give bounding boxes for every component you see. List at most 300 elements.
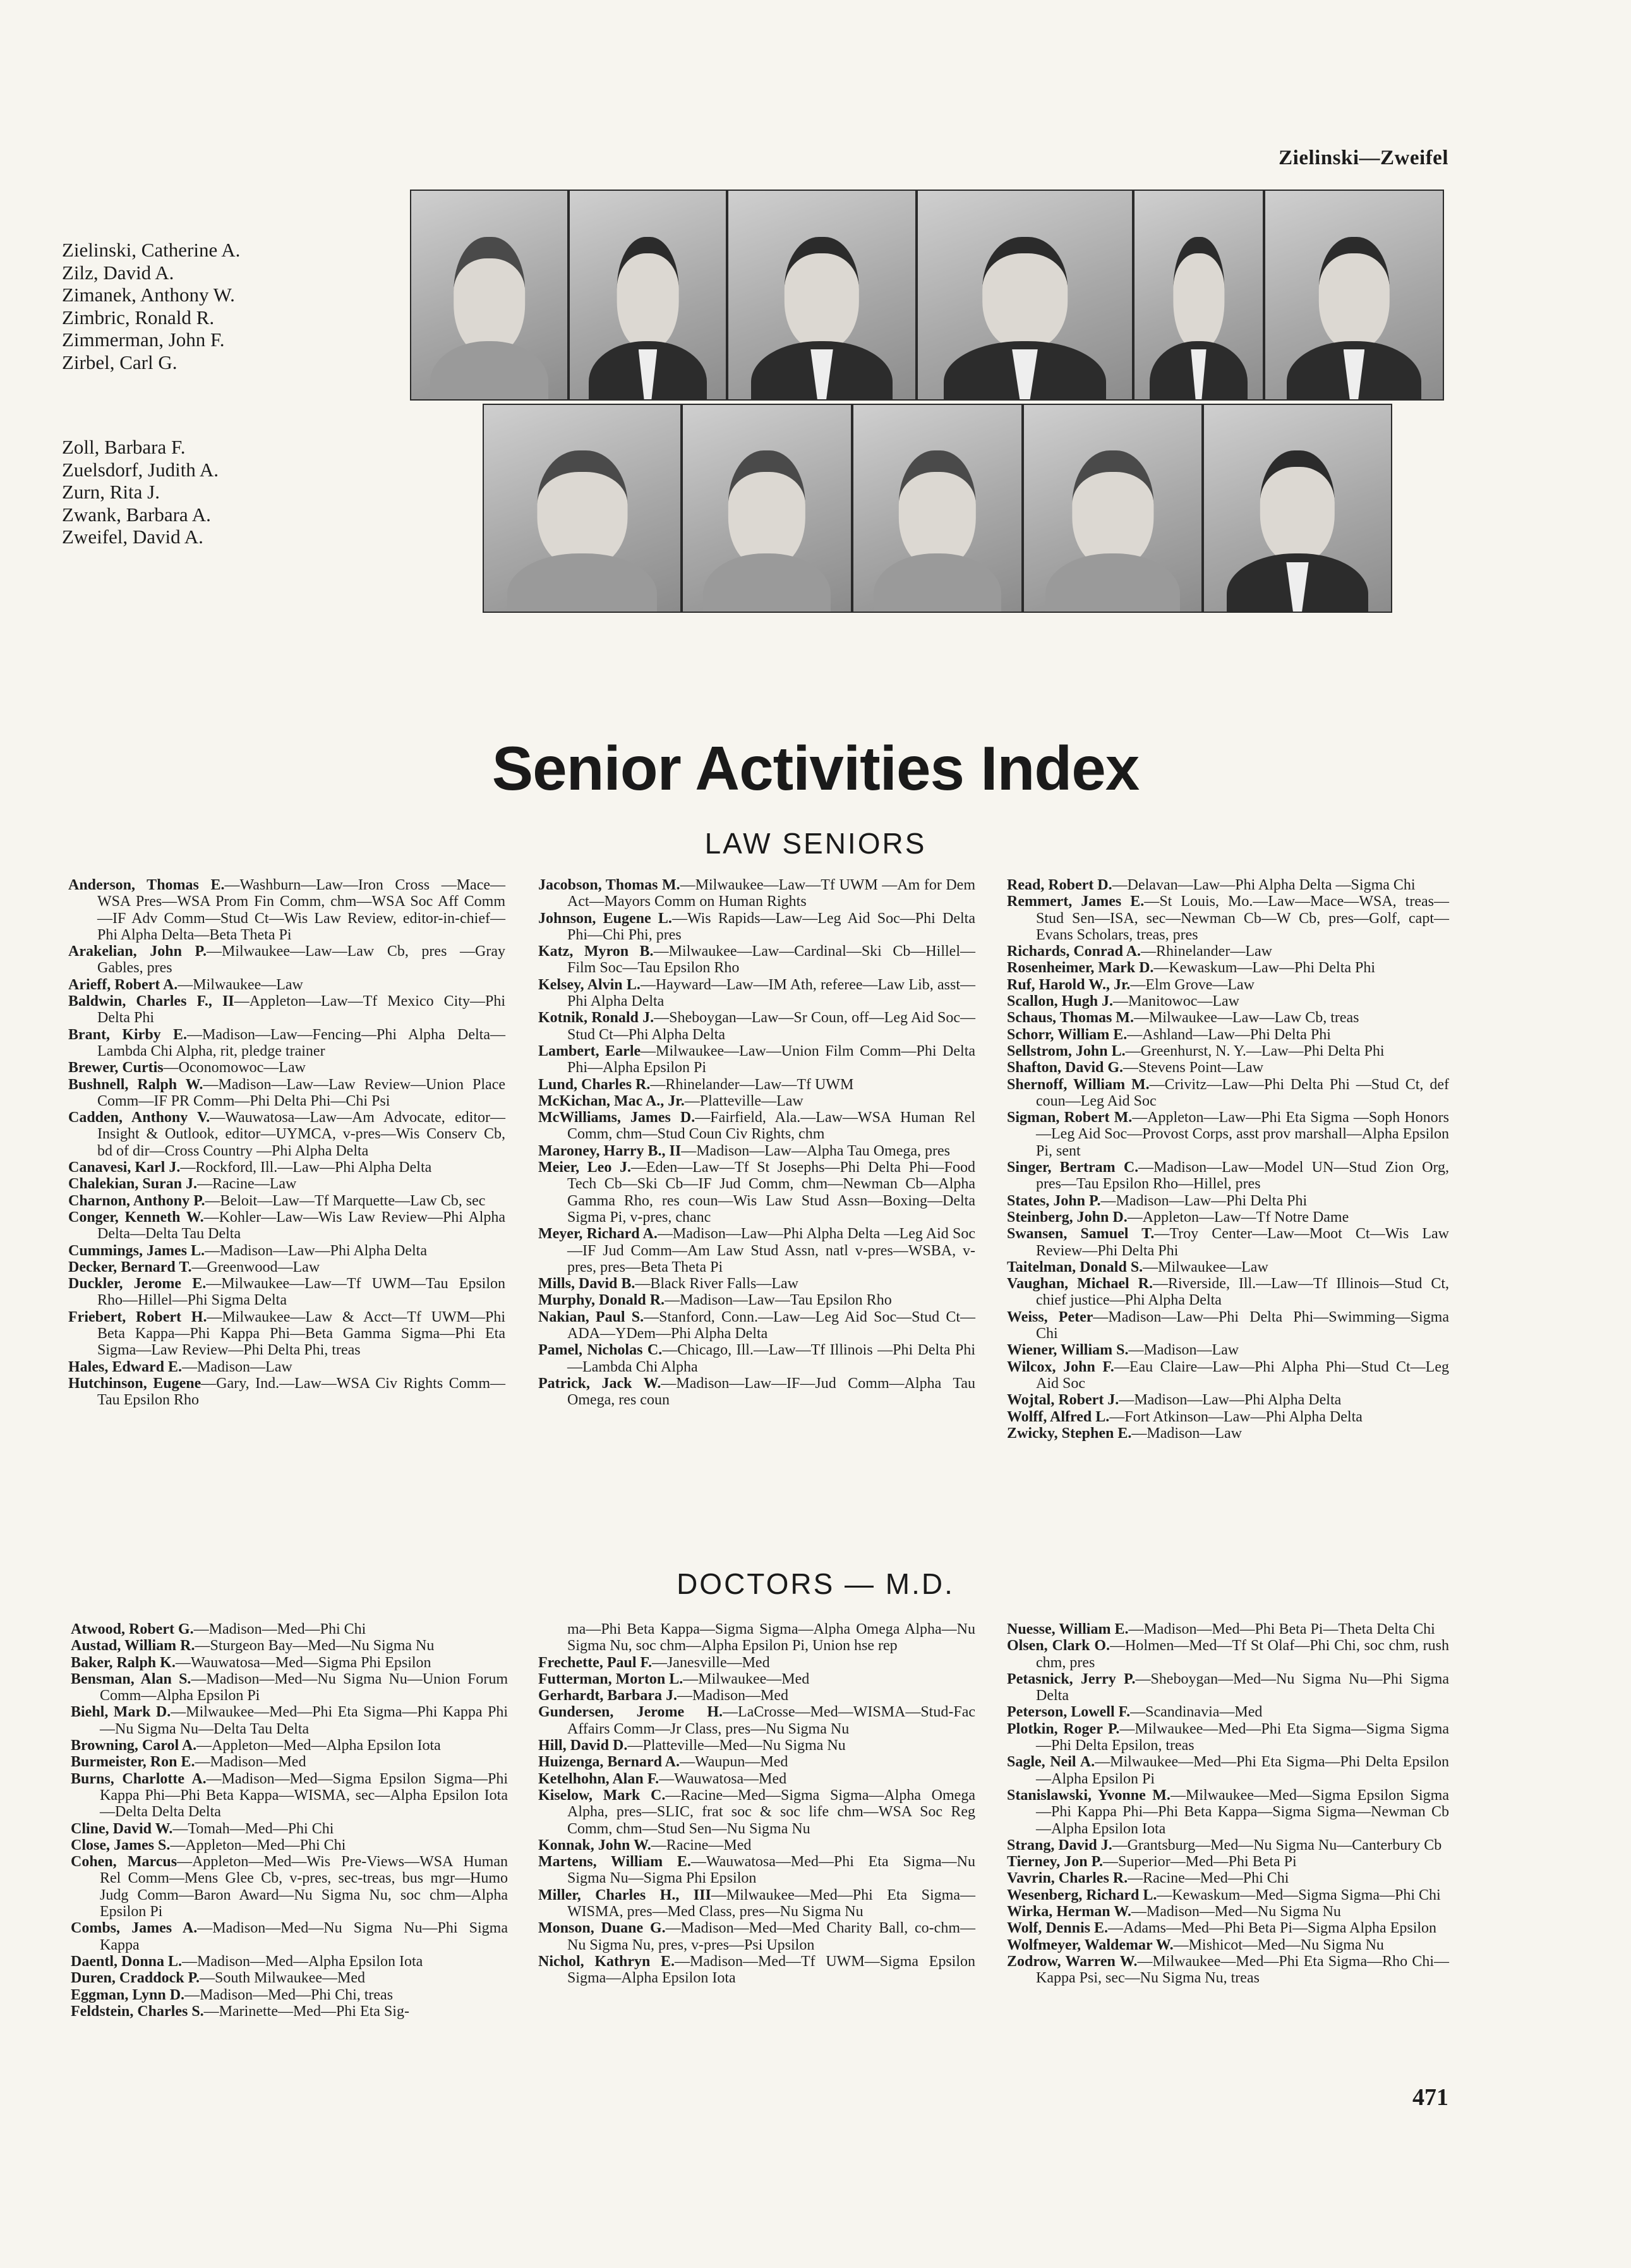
index-entry	[68, 1375, 505, 1409]
index-entry	[538, 1010, 975, 1043]
entry-name: Petasnick, Jerry P.	[1007, 1670, 1136, 1687]
index-entry	[538, 910, 975, 944]
entry-activities: —Superior—Med—Phi Beta Pi	[1103, 1854, 1297, 1871]
index-entry	[71, 1854, 508, 1920]
portrait-photo-3	[727, 190, 917, 401]
portrait-name: Zurn, Rita J.	[62, 481, 160, 503]
index-entry	[1007, 1209, 1449, 1226]
index-entry	[71, 1970, 508, 1986]
entry-activities: —Milwaukee—Med—Phi Eta Sigma—Rho Chi—Kappa Psi, sec—Nu Sigma Nu, treas	[1036, 1953, 1449, 1987]
entry-name: Feldstein, Charles S.	[71, 2003, 204, 2020]
entry-name: Canavesi, Karl J.	[68, 1159, 181, 1176]
index-entry	[68, 877, 505, 943]
entry-activities: —Milwaukee—Law	[1143, 1258, 1268, 1276]
index-entry	[68, 1209, 505, 1243]
index-entry	[71, 1754, 508, 1770]
entry-name: Huizenga, Bernard A.	[538, 1754, 680, 1771]
entry-activities: —Madison—Law—Model UN—Stud Zion Org, pres—Tau Epsilon Rho—Hillel, pres	[1036, 1159, 1450, 1193]
doctors-column-3	[1007, 1621, 1449, 1987]
entry-name: Kotnik, Ronald J.	[538, 1010, 654, 1027]
entry-activities: —Rhinelander—Law—Tf UWM	[650, 1076, 854, 1093]
entry-activities: —Fairfield, Ala.—Law—WSA Human Rel Comm, chm—Stud Coun Civ Rights, chm	[567, 1109, 975, 1143]
entry-activities: —Wauwatosa—Med	[659, 1770, 787, 1787]
entry-name: Plotkin, Roger P.	[1007, 1720, 1120, 1737]
index-entry	[538, 1704, 975, 1737]
entry-activities: —Sheboygan—Law—Sr Coun, off—Leg Aid Soc—Stud Ct—Phi Alpha Delta	[567, 1010, 976, 1043]
entry-activities: —Sheboygan—Med—Nu Sigma Nu—Phi Sigma Delta	[1036, 1670, 1450, 1704]
entry-name: Pamel, Nicholas C.	[538, 1342, 663, 1359]
portrait-name: Zielinski, Catherine A.	[62, 239, 241, 261]
entry-name: Miller, Charles H., III	[538, 1886, 711, 1903]
entry-activities: —LaCrosse—Med—WISMA—Stud-Fac Affairs Comm—Jr Class, pres—Nu Sigma Nu	[567, 1704, 975, 1737]
entry-activities: —Milwaukee—Law—Law Cb, pres —Gray Gables, pres	[97, 943, 505, 977]
entry-activities: —Madison—Law—Law Review—Union Place Comm—IF PR Comm—Phi Delta Phi—Chi Psi	[97, 1076, 506, 1109]
entry-name: Brewer, Curtis	[68, 1059, 164, 1077]
entry-activities: —Fort Atkinson—Law—Phi Alpha Delta	[1109, 1408, 1363, 1425]
index-entry	[1007, 1359, 1449, 1392]
entry-name: Sagle, Neil A.	[1007, 1754, 1095, 1771]
index-entry	[71, 1638, 508, 1654]
entry-activities: —Platteville—Med—Nu Sigma Nu	[627, 1737, 846, 1754]
entry-name: Martens, William E.	[538, 1854, 691, 1871]
entry-name: Sellstrom, John L.	[1007, 1042, 1126, 1059]
law-column-3	[1007, 877, 1449, 1442]
entry-name: Zodrow, Warren W.	[1007, 1953, 1138, 1970]
doctors-heading: DOCTORS — M.D.	[677, 1567, 954, 1600]
index-entry	[538, 1854, 975, 1887]
entry-name: Vaughan, Michael R.	[1007, 1276, 1153, 1293]
entry-name: Olsen, Clark O.	[1007, 1638, 1110, 1655]
entry-activities: —Manitowoc—Law	[1113, 993, 1240, 1010]
entry-name: Stanislawski, Yvonne M.	[1007, 1787, 1171, 1804]
entry-activities: —Kewaskum—Med—Sigma Sigma—Phi Chi	[1157, 1886, 1441, 1903]
entry-activities: —Hayward—Law—IM Ath, referee—Law Lib, asst—Phi Alpha Delta	[567, 976, 976, 1010]
index-entry	[71, 1953, 508, 1970]
entry-activities: —Appleton—Med—Alpha Epsilon Iota	[196, 1737, 441, 1754]
entry-activities: —Racine—Med—Sigma Sigma—Alpha Omega Alpha, pres—SLIC, frat soc & soc life chm—WSA Soc Reg Comm, chm—Stud Sen—Nu Sigma Nu	[567, 1787, 975, 1837]
entry-name: Swansen, Samuel T.	[1007, 1226, 1155, 1243]
portrait-name: Zweifel, David A.	[62, 526, 203, 548]
index-entry	[538, 1754, 975, 1770]
entry-name: Remmert, James E.	[1007, 893, 1145, 910]
index-entry	[1007, 1409, 1449, 1425]
entry-name: Biehl, Mark D.	[71, 1704, 171, 1721]
index-entry	[538, 1771, 975, 1787]
entry-activities: —Madison—Med—Nu Sigma Nu	[1131, 1903, 1341, 1921]
index-entry	[538, 977, 975, 1010]
entry-name: Meier, Leo J.	[538, 1159, 631, 1176]
index-entry	[71, 1920, 508, 1953]
portrait-photo-8	[682, 404, 852, 613]
index-entry	[68, 1243, 505, 1259]
entry-activities: —Delavan—Law—Phi Alpha Delta —Sigma Chi	[1112, 877, 1416, 893]
entry-activities: —Madison—Law—Phi Alpha Delta	[205, 1242, 427, 1259]
index-entry	[1007, 1638, 1449, 1671]
entry-activities: —Madison—Law—Fencing—Phi Alpha Delta—Lambda Chi Alpha, rit, pledge trainer	[97, 1026, 505, 1059]
entry-activities: —Elm Grove—Law	[1130, 976, 1255, 993]
index-entry	[538, 1342, 975, 1375]
portrait-photo-1	[410, 190, 569, 401]
entry-name: Read, Robert D.	[1007, 877, 1112, 893]
portrait-name: Zirbel, Carl G.	[62, 351, 178, 373]
entry-activities: —Madison—Law—Phi Alpha Delta —Leg Aid Soc—IF Jud Comm—Am Law Stud Assn, natl v-pres—WSBA, v-pres, pres—Beta Theta Pi	[567, 1226, 976, 1276]
entry-name: Atwood, Robert G.	[71, 1621, 194, 1638]
entry-name: Bensman, Alan S.	[71, 1670, 191, 1687]
index-entry	[538, 1953, 975, 1987]
index-entry	[538, 1375, 975, 1409]
entry-activities: —St Louis, Mo.—Law—Mace—WSA, treas—Stud Sen—ISA, sec—Newman Cb—W Cb, pres—Golf, capt—Evans Scholars, treas, pres	[1036, 893, 1449, 943]
entry-name: Scallon, Hugh J.	[1007, 993, 1114, 1010]
entry-activities: —Ashland—Law—Phi Delta Phi	[1127, 1026, 1331, 1043]
index-entry	[538, 1737, 975, 1754]
entry-name: Weiss, Peter	[1007, 1308, 1093, 1325]
index-entry	[1007, 1754, 1449, 1787]
entry-activities: —Madison—Med—Phi Chi, treas	[184, 1986, 394, 2003]
index-entry	[68, 1193, 505, 1209]
index-entry	[538, 1687, 975, 1704]
index-entry	[1007, 1870, 1449, 1886]
doctors-column-2	[538, 1621, 975, 1987]
entry-name: Bushnell, Ralph W.	[68, 1076, 203, 1093]
portrait-name: Zimmerman, John F.	[62, 329, 225, 351]
entry-activities: ma—Phi Beta Kappa—Sigma Sigma—Alpha Omega Alpha—Nu Sigma Nu, soc chm—Alpha Epsilon Pi, Union hse rep	[567, 1621, 975, 1655]
index-entry	[71, 1671, 508, 1704]
index-entry	[68, 977, 505, 993]
entry-name: Decker, Bernard T.	[68, 1258, 192, 1276]
index-entry	[1007, 1854, 1449, 1870]
entry-name: Duren, Craddock P.	[71, 1970, 200, 1987]
index-entry	[71, 1655, 508, 1671]
entry-name: Richards, Conrad A.	[1007, 943, 1141, 960]
entry-name: Gundersen, Jerome H.	[538, 1704, 723, 1721]
entry-name: Konnak, John W.	[538, 1837, 651, 1854]
index-entry	[538, 1226, 975, 1276]
index-entry	[68, 1059, 505, 1076]
entry-activities: —Madison—Law—Phi Alpha Delta	[1119, 1392, 1342, 1409]
index-entry	[538, 877, 975, 910]
index-entry	[1007, 1937, 1449, 1953]
entry-name: Close, James S.	[71, 1837, 171, 1854]
index-entry	[71, 1987, 508, 2003]
index-entry	[538, 1276, 975, 1292]
page-number: 471	[1412, 2084, 1448, 2111]
entry-activities: —Madison—Med	[677, 1687, 788, 1704]
entry-name: Eggman, Lynn D.	[71, 1986, 185, 2003]
entry-name: Mills, David B.	[538, 1276, 635, 1293]
entry-activities: —Riverside, Ill.—Law—Tf Illinois—Stud Ct, chief justice—Phi Alpha Delta	[1036, 1276, 1449, 1309]
index-entry	[538, 1109, 975, 1143]
entry-activities: —Holmen—Med—Tf St Olaf—Phi Chi, soc chm, rush chm, pres	[1036, 1638, 1449, 1671]
index-entry	[68, 1359, 505, 1375]
entry-activities: —Eau Claire—Law—Phi Alpha Phi—Stud Ct—Leg Aid Soc	[1036, 1358, 1449, 1392]
entry-name: Duckler, Jerome E.	[68, 1276, 207, 1293]
entry-activities: —Madison—Med—Phi Beta Pi—Theta Delta Chi	[1128, 1621, 1435, 1638]
index-entry	[1007, 1953, 1449, 1987]
entry-name: Nichol, Kathryn E.	[538, 1953, 675, 1970]
entry-activities: —Milwaukee—Med—Sigma Epsilon Sigma—Phi Kappa Phi—Phi Beta Kappa—Sigma Sigma—Newman Cb—Alpha Epsilon Iota	[1036, 1787, 1449, 1837]
entry-activities: —Madison—Med—Alpha Epsilon Iota	[182, 1953, 423, 1970]
entry-name: Charnon, Anthony P.	[68, 1192, 205, 1209]
index-entry	[1007, 1043, 1449, 1059]
index-entry	[1007, 1193, 1449, 1209]
index-entry	[1007, 1109, 1449, 1159]
entry-name: Steinberg, John D.	[1007, 1209, 1128, 1226]
entry-activities: —Adams—Med—Phi Beta Pi—Sigma Alpha Epsilon	[1108, 1920, 1437, 1937]
entry-name: Johnson, Eugene L.	[538, 910, 672, 927]
entry-activities: —Janesville—Med	[651, 1654, 770, 1671]
entry-name: Peterson, Lowell F.	[1007, 1704, 1131, 1721]
entry-name: Wolfmeyer, Waldemar W.	[1007, 1936, 1174, 1953]
entry-name: Wesenberg, Richard L.	[1007, 1886, 1157, 1903]
entry-activities: —Marinette—Med—Phi Eta Sig-	[203, 2003, 409, 2020]
doctors-column-1	[71, 1621, 508, 2020]
entry-name: Monson, Duane G.	[538, 1920, 666, 1937]
entry-activities: —Greenwood—Law	[191, 1258, 320, 1276]
entry-activities: —Wauwatosa—Law—Am Advocate, editor—Insight & Outlook, editor—UYMCA, v-pres—Wis Conserv Cb, bd of dir—Cross Country —Phi Alpha Delta	[97, 1109, 505, 1159]
index-entry	[538, 1093, 975, 1109]
index-entry	[538, 1787, 975, 1837]
entry-activities: —Oconomowoc—Law	[163, 1059, 306, 1077]
entry-activities: —Madison—Med—Nu Sigma Nu—Phi Sigma Kappa	[100, 1920, 508, 1953]
entry-name: Meyer, Richard A.	[538, 1226, 658, 1243]
entry-activities: —Stevens Point—Law	[1123, 1059, 1264, 1077]
entry-name: Ketelhohn, Alan F.	[538, 1770, 659, 1787]
index-entry	[538, 1621, 975, 1655]
entry-activities: —Scandinavia—Med	[1130, 1704, 1263, 1721]
entry-name: Wilcox, John F.	[1007, 1358, 1114, 1375]
index-entry	[1007, 1671, 1449, 1704]
entry-name: Austad, William R.	[71, 1638, 195, 1655]
entry-name: Wirka, Herman W.	[1007, 1903, 1131, 1921]
index-entry	[1007, 877, 1449, 893]
index-entry	[1007, 1721, 1449, 1754]
entry-name: Patrick, Jack W.	[538, 1375, 661, 1392]
index-entry	[71, 1771, 508, 1821]
index-entry	[538, 1077, 975, 1093]
entry-activities: —Milwaukee—Law	[178, 976, 303, 993]
portrait-name: Zwank, Barbara A.	[62, 503, 211, 526]
entry-name: McWilliams, James D.	[538, 1109, 695, 1126]
index-entry	[71, 2003, 508, 2020]
index-entry	[68, 1027, 505, 1060]
entry-name: Futterman, Morton L.	[538, 1670, 683, 1687]
entry-activities: —Madison—Law—Phi Delta Phi	[1100, 1192, 1308, 1209]
entry-activities: —Milwaukee—Med—Phi Eta Sigma—Phi Delta Epsilon—Alpha Epsilon Pi	[1036, 1754, 1449, 1787]
entry-activities: —South Milwaukee—Med	[200, 1970, 366, 1987]
law-column-1	[68, 877, 505, 1409]
index-entry	[68, 1159, 505, 1176]
entry-activities: —Madison—Law—IF—Jud Comm—Alpha Tau Omega, res coun	[567, 1375, 975, 1409]
entry-name: Sigman, Robert M.	[1007, 1109, 1133, 1126]
entry-activities: —Chicago, Ill.—Law—Tf Illinois —Phi Delta Phi—Lambda Chi Alpha	[567, 1342, 975, 1375]
index-entry	[1007, 977, 1449, 993]
entry-activities: —Milwaukee—Med	[683, 1670, 810, 1687]
entry-name: Singer, Bertram C.	[1007, 1159, 1139, 1176]
index-entry	[71, 1621, 508, 1638]
entry-name: Wolf, Dennis E.	[1007, 1920, 1109, 1937]
entry-name: Wojtal, Robert J.	[1007, 1392, 1119, 1409]
index-entry	[1007, 1621, 1449, 1638]
entry-activities: —Sturgeon Bay—Med—Nu Sigma Nu	[195, 1638, 435, 1655]
entry-activities: —Milwaukee—Med—Phi Eta Sigma—Sigma Sigma—Phi Delta Epsilon, treas	[1036, 1720, 1449, 1754]
entry-activities: —Black River Falls—Law	[635, 1276, 798, 1293]
running-head: Zielinski—Zweifel	[1279, 147, 1448, 169]
entry-name: Hutchinson, Eugene	[68, 1375, 202, 1392]
index-entry	[1007, 960, 1449, 976]
portrait-photo-9	[852, 404, 1023, 613]
entry-name: States, John P.	[1007, 1192, 1101, 1209]
portrait-photo-10	[1023, 404, 1203, 613]
entry-activities: —Appleton—Law—Tf Notre Dame	[1127, 1209, 1349, 1226]
index-entry	[71, 1737, 508, 1754]
index-entry	[1007, 1010, 1449, 1026]
entry-name: Strang, David J.	[1007, 1837, 1112, 1854]
entry-activities: —Madison—Med—Phi Chi	[193, 1621, 366, 1638]
entry-name: Nakian, Paul S.	[538, 1308, 644, 1325]
entry-name: McKichan, Mac A., Jr.	[538, 1092, 685, 1109]
entry-name: Cohen, Marcus	[71, 1854, 178, 1871]
index-entry	[538, 943, 975, 977]
entry-name: Wiener, William S.	[1007, 1342, 1129, 1359]
index-entry	[71, 1821, 508, 1837]
entry-name: Jacobson, Thomas M.	[538, 877, 680, 893]
entry-activities: —Wis Rapids—Law—Leg Aid Soc—Phi Delta Phi—Chi Phi, pres	[567, 910, 975, 943]
entry-activities: —Wauwatosa—Med—Sigma Phi Epsilon	[175, 1654, 431, 1671]
index-entry	[1007, 1027, 1449, 1043]
portrait-name: Zilz, David A.	[62, 261, 174, 284]
index-entry	[1007, 1276, 1449, 1309]
portrait-names-group-2	[62, 436, 219, 548]
index-entry	[68, 993, 505, 1027]
entry-activities: —Mishicot—Med—Nu Sigma Nu	[1173, 1936, 1384, 1953]
entry-activities: —Milwaukee—Law—Tf UWM —Am for Dem Act—Mayors Comm on Human Rights	[567, 877, 975, 910]
portrait-photo-11	[1203, 404, 1392, 613]
index-entry	[71, 1837, 508, 1854]
entry-activities: —Madison—Law—Phi Delta Phi—Swimming—Sigma Chi	[1036, 1308, 1449, 1342]
entry-activities: —Kohler—Law—Wis Law Review—Phi Alpha Delta—Delta Tau Delta	[97, 1209, 505, 1243]
law-seniors-heading: LAW SENIORS	[704, 827, 927, 860]
index-entry	[1007, 1704, 1449, 1720]
entry-name: Gerhardt, Barbara J.	[538, 1687, 677, 1704]
entry-name: Schorr, William E.	[1007, 1026, 1128, 1043]
entry-activities: —Tomah—Med—Phi Chi	[172, 1820, 334, 1837]
entry-name: Conger, Kenneth W.	[68, 1209, 204, 1226]
index-entry	[1007, 1077, 1449, 1110]
index-entry	[71, 1704, 508, 1737]
index-entry	[68, 1109, 505, 1159]
entry-activities: —Platteville—Law	[684, 1092, 803, 1109]
entry-name: Chalekian, Suran J.	[68, 1176, 198, 1193]
entry-name: Burmeister, Ron E.	[71, 1754, 195, 1771]
entry-name: Katz, Myron B.	[538, 943, 654, 960]
index-entry	[68, 1309, 505, 1359]
entry-name: Ruf, Harold W., Jr.	[1007, 976, 1131, 993]
entry-activities: —Rhinelander—Law	[1141, 943, 1272, 960]
index-entry	[68, 1276, 505, 1309]
entry-activities: —Madison—Med—Nu Sigma Nu—Union Forum Comm—Alpha Epsilon Pi	[100, 1670, 508, 1704]
entry-name: Cadden, Anthony V.	[68, 1109, 210, 1126]
entry-name: Vavrin, Charles R.	[1007, 1870, 1128, 1887]
entry-name: Baker, Ralph K.	[71, 1654, 176, 1671]
entry-activities: —Greenhurst, N. Y.—Law—Phi Delta Phi	[1125, 1042, 1385, 1059]
index-entry	[1007, 1837, 1449, 1854]
index-entry	[538, 1143, 975, 1159]
entry-activities: —Appleton—Law—Tf Mexico City—Phi Delta Phi	[97, 993, 505, 1027]
entry-name: Baldwin, Charles F., II	[68, 993, 234, 1010]
entry-name: Hales, Edward E.	[68, 1358, 183, 1375]
index-entry	[1007, 943, 1449, 960]
entry-activities: —Milwaukee—Law & Acct—Tf UWM—Phi Beta Kappa—Phi Kappa Phi—Beta Gamma Sigma—Phi Eta Sigma—Law Review—Phi Delta Phi, treas	[97, 1308, 505, 1359]
entry-activities: —Madison—Law—Tau Epsilon Rho	[665, 1292, 892, 1309]
entry-name: Lund, Charles R.	[538, 1076, 651, 1093]
index-entry	[538, 1159, 975, 1226]
entry-activities: —Milwaukee—Law—Tf UWM—Tau Epsilon Rho—Hillel—Phi Sigma Delta	[97, 1276, 505, 1309]
index-entry	[68, 1176, 505, 1192]
entry-activities: —Beloit—Law—Tf Marquette—Law Cb, sec	[205, 1192, 486, 1209]
entry-activities: —Madison—Law—Alpha Tau Omega, pres	[681, 1142, 951, 1159]
entry-activities: —Waupun—Med	[680, 1754, 788, 1771]
entry-activities: —Troy Center—Law—Moot Ct—Wis Law Review—Phi Delta Phi	[1036, 1226, 1450, 1259]
index-entry	[1007, 1392, 1449, 1408]
index-entry	[68, 1259, 505, 1276]
portrait-photo-6	[1264, 190, 1444, 401]
entry-activities: —Milwaukee—Law—Law Cb, treas	[1133, 1010, 1359, 1027]
entry-activities: —Washburn—Law—Iron Cross —Mace—WSA Pres—WSA Prom Fin Comm, chm—WSA Soc Aff Comm—IF Adv Comm—Stud Ct—Wis Law Review, editor-in-chief—Phi Alpha Delta—Beta Theta Pi	[97, 877, 505, 943]
entry-activities: —Madison—Law	[1128, 1342, 1239, 1359]
entry-name: Shafton, David G.	[1007, 1059, 1124, 1077]
entry-activities: —Milwaukee—Med—Phi Eta Sigma—WISMA, pres—Med Class, pres—Nu Sigma Nu	[567, 1886, 975, 1921]
index-entry	[1007, 1920, 1449, 1936]
index-entry	[1007, 1425, 1449, 1442]
entry-name: Zwicky, Stephen E.	[1007, 1425, 1132, 1442]
entry-activities: —Crivitz—Law—Phi Delta Phi —Stud Ct, def coun—Leg Aid Soc	[1036, 1076, 1450, 1109]
entry-activities: —Madison—Law	[182, 1358, 292, 1375]
entry-activities: —Gary, Ind.—Law—WSA Civ Rights Comm—Tau Epsilon Rho	[97, 1375, 506, 1409]
entry-name: Cummings, James L.	[68, 1242, 205, 1259]
entry-name: Cline, David W.	[71, 1820, 173, 1837]
entry-name: Murphy, Donald R.	[538, 1292, 665, 1309]
entry-name: Wolff, Alfred L.	[1007, 1408, 1110, 1425]
entry-activities: —Kewaskum—Law—Phi Delta Phi	[1153, 960, 1376, 977]
entry-name: Frechette, Paul F.	[538, 1654, 652, 1671]
portrait-name: Zuelsdorf, Judith A.	[62, 458, 219, 481]
entry-activities: —Stanford, Conn.—Law—Leg Aid Soc—Stud Ct—ADA—YDem—Phi Alpha Delta	[567, 1308, 976, 1342]
entry-name: Rosenheimer, Mark D.	[1007, 960, 1154, 977]
index-entry	[538, 1920, 975, 1953]
portrait-names-group-1	[62, 239, 240, 373]
entry-activities: —Madison—Med—Med Charity Ball, co-chm—Nu Sigma Nu, pres, v-pres—Psi Upsilon	[567, 1920, 975, 1953]
portrait-photo-5	[1133, 190, 1264, 401]
portrait-photo-2	[569, 190, 727, 401]
entry-name: Maroney, Harry B., II	[538, 1142, 682, 1159]
index-entry	[538, 1671, 975, 1687]
page-title: Senior Activities Index	[491, 733, 1140, 803]
index-entry	[1007, 1226, 1449, 1259]
index-entry	[1007, 1309, 1449, 1342]
index-entry	[68, 1077, 505, 1110]
entry-activities: —Racine—Law	[197, 1176, 297, 1193]
entry-name: Taitelman, Donald S.	[1007, 1258, 1143, 1276]
entry-name: Shernoff, William M.	[1007, 1076, 1150, 1093]
portrait-name: Zimbric, Ronald R.	[62, 306, 215, 329]
entry-name: Brant, Kirby E.	[68, 1026, 188, 1043]
entry-name: Kelsey, Alvin L.	[538, 976, 641, 993]
portrait-photo-4	[917, 190, 1133, 401]
entry-name: Burns, Charlotte A.	[71, 1770, 207, 1787]
index-entry	[1007, 893, 1449, 943]
entry-name: Hill, David D.	[538, 1737, 628, 1754]
entry-activities: —Eden—Law—Tf St Josephs—Phi Delta Phi—Food Tech Cb—Ski Cb—IF Jud Comm, chm—Newman Cb—Alpha Gamma Rho, res coun—Wis Law Stud Assn—Boxing—Delta Sigma Pi, v-pres, chanc	[567, 1159, 975, 1226]
